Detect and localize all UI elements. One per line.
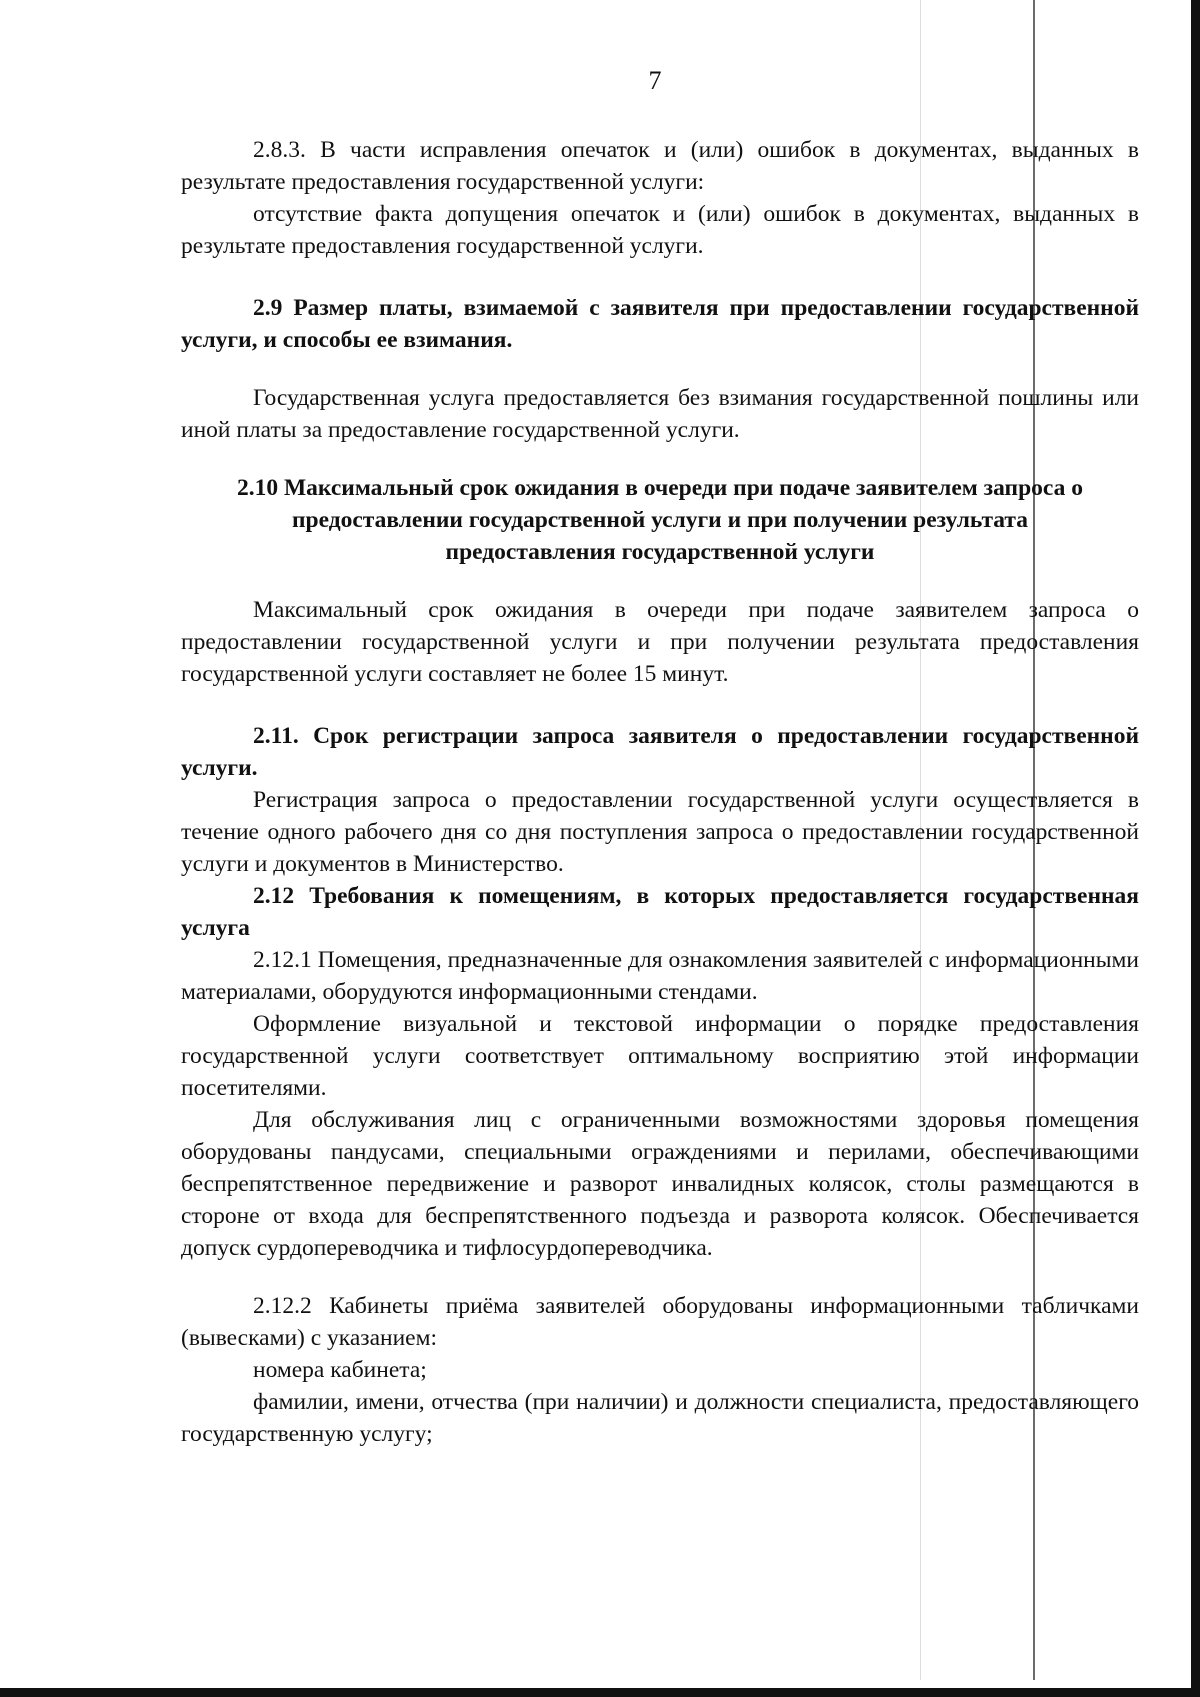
scan-border-right xyxy=(1191,0,1200,1697)
paragraph-specialist-name: фамилии, имени, отчества (при наличии) и должности специалиста, предоставляющего государственную услугу; xyxy=(181,1389,1139,1447)
paragraph-2-8-3: 2.8.3. В части исправления опечаток и (или) ошибок в документах, выданных в результате предоставления государственной услуги: xyxy=(181,137,1139,195)
paragraph-registration: Регистрация запроса о предоставлении государственной услуги осуществляется в течение одного рабочего дня со дня поступления запроса о предоставлении государственной услуги и документов в Министерство. xyxy=(181,787,1139,877)
paragraph-accessibility: Для обслуживания лиц с ограниченными возможностями здоровья помещения оборудованы пандусами, специальными ограждениями и перилами, обеспечивающими беспрепятственное передвижение и разворот инвалидных колясок, столы размещаются в стороне от входа для беспрепятственного подъезда и разворота колясок. Обеспечивается допуск сурдопереводчика и тифлосурдопереводчика. xyxy=(181,1107,1139,1261)
paragraph-visual-info: Оформление визуальной и текстовой информации о порядке предоставления государственной услуги соответствует оптимальному восприятию этой информации посетителями. xyxy=(181,1011,1139,1101)
paragraph-2-12-1: 2.12.1 Помещения, предназначенные для ознакомления заявителей с информационными материалами, оборудуются информационными стендами. xyxy=(181,947,1139,1005)
heading-2-9: 2.9 Размер платы, взимаемой с заявителя при предоставлении государственной услуги, и способы ее взимания. xyxy=(181,295,1139,353)
document-body xyxy=(181,134,1139,1450)
heading-2-10: 2.10 Максимальный срок ожидания в очереди при подаче заявителем запроса о предоставлении государственной услуги и при получении результата предоставления государственной услуги xyxy=(236,475,1083,565)
heading-2-12: 2.12 Требования к помещениям, в которых предоставляется государственная услуга xyxy=(181,883,1139,941)
paragraph-room-number: номера кабинета; xyxy=(253,1357,427,1383)
paragraph-2-12-2: 2.12.2 Кабинеты приёма заявителей оборудованы информационными табличками (вывесками) с указанием: xyxy=(181,1293,1139,1351)
heading-2-11: 2.11. Срок регистрации запроса заявителя о предоставлении государственной услуги. xyxy=(181,723,1139,781)
scan-border-bottom xyxy=(0,1688,1200,1697)
paragraph-no-errors: отсутствие факта допущения опечаток и (или) ошибок в документах, выданных в результате предоставления государственной услуги. xyxy=(181,201,1139,259)
paragraph-wait-time: Максимальный срок ожидания в очереди при подаче заявителем запроса о предоставлении государственной услуги и при получении результата предоставления государственной услуги составляет не более 15 минут. xyxy=(181,597,1139,687)
page-number: 7 xyxy=(648,66,662,95)
paragraph-fee: Государственная услуга предоставляется без взимания государственной пошлины или иной платы за предоставление государственной услуги. xyxy=(181,385,1139,443)
